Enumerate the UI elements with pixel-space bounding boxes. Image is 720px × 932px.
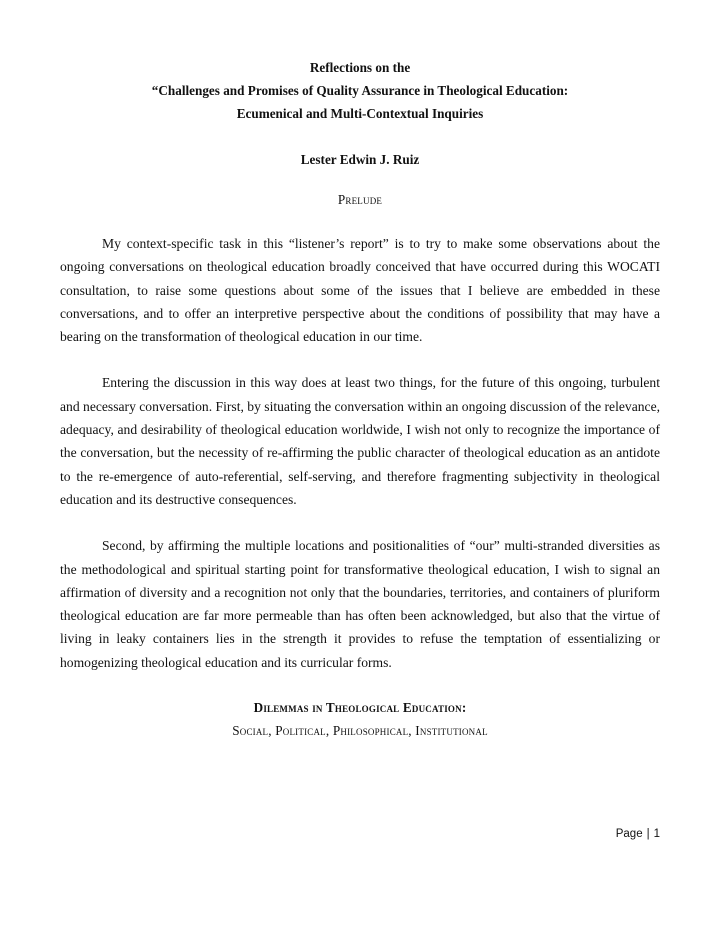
paragraph-1: My context-specific task in this “listener’s report” is to try to make some observations about the ongoing conversations on theological education broadly conceived that have occurred during this WOCATI consultation, to raise some questions about some of the issues that I believe are embedded in these conversations, and to offer an interpretive perspective about the conditions of possibility that may have a bearing on the transformation of theological education in our time.: [60, 236, 660, 345]
page-separator: |: [646, 828, 650, 840]
dilemmas-heading: Dilemmas in Theological Education:: [253, 700, 467, 716]
title-line-3: Ecumenical and Multi-Contextual Inquiries: [236, 106, 484, 121]
document-page: [60, 56, 660, 742]
title-line-2: “Challenges and Promises of Quality Assurance in Theological Education:: [151, 83, 569, 98]
author-name: Lester Edwin J. Ruiz: [300, 152, 420, 167]
page-number: 1: [653, 828, 660, 840]
paragraph-3: Second, by affirming the multiple locations and positionalities of “our” multi-stranded diversities as the methodological and spiritual starting point for transformative theological education, I wish to signal an affirmation of diversity and a recognition not only that the boundaries, territories, and containers of pluriform theological education are far more permeable than has often been acknowledged, but also that the virtue of living in leaky containers lies in the strength it provides to refuse the temptation of essentializing or homogenizing theological education and its curricular forms.: [60, 538, 660, 670]
page-footer: [616, 828, 660, 840]
paragraph-2: Entering the discussion in this way does at least two things, for the future of this ongoing, turbulent and necessary conversation. First, by situating the conversation within an ongoing discussion of the relevance, adequacy, and desirability of theological education worldwide, I wish not only to recognize the importance of the conversation, but the necessity of re-affirming the public character of theological education as an antidote to the re-emergence of auto-referential, self-serving, and therefore fragmenting subjectivity in theological education and its destructive consequences.: [60, 375, 660, 507]
title-line-1: Reflections on the: [309, 60, 411, 75]
prelude-heading: Prelude: [337, 192, 383, 207]
page-label: Page: [615, 828, 643, 840]
dilemmas-subheading: Social, Political, Philosophical, Institutional: [232, 723, 488, 739]
